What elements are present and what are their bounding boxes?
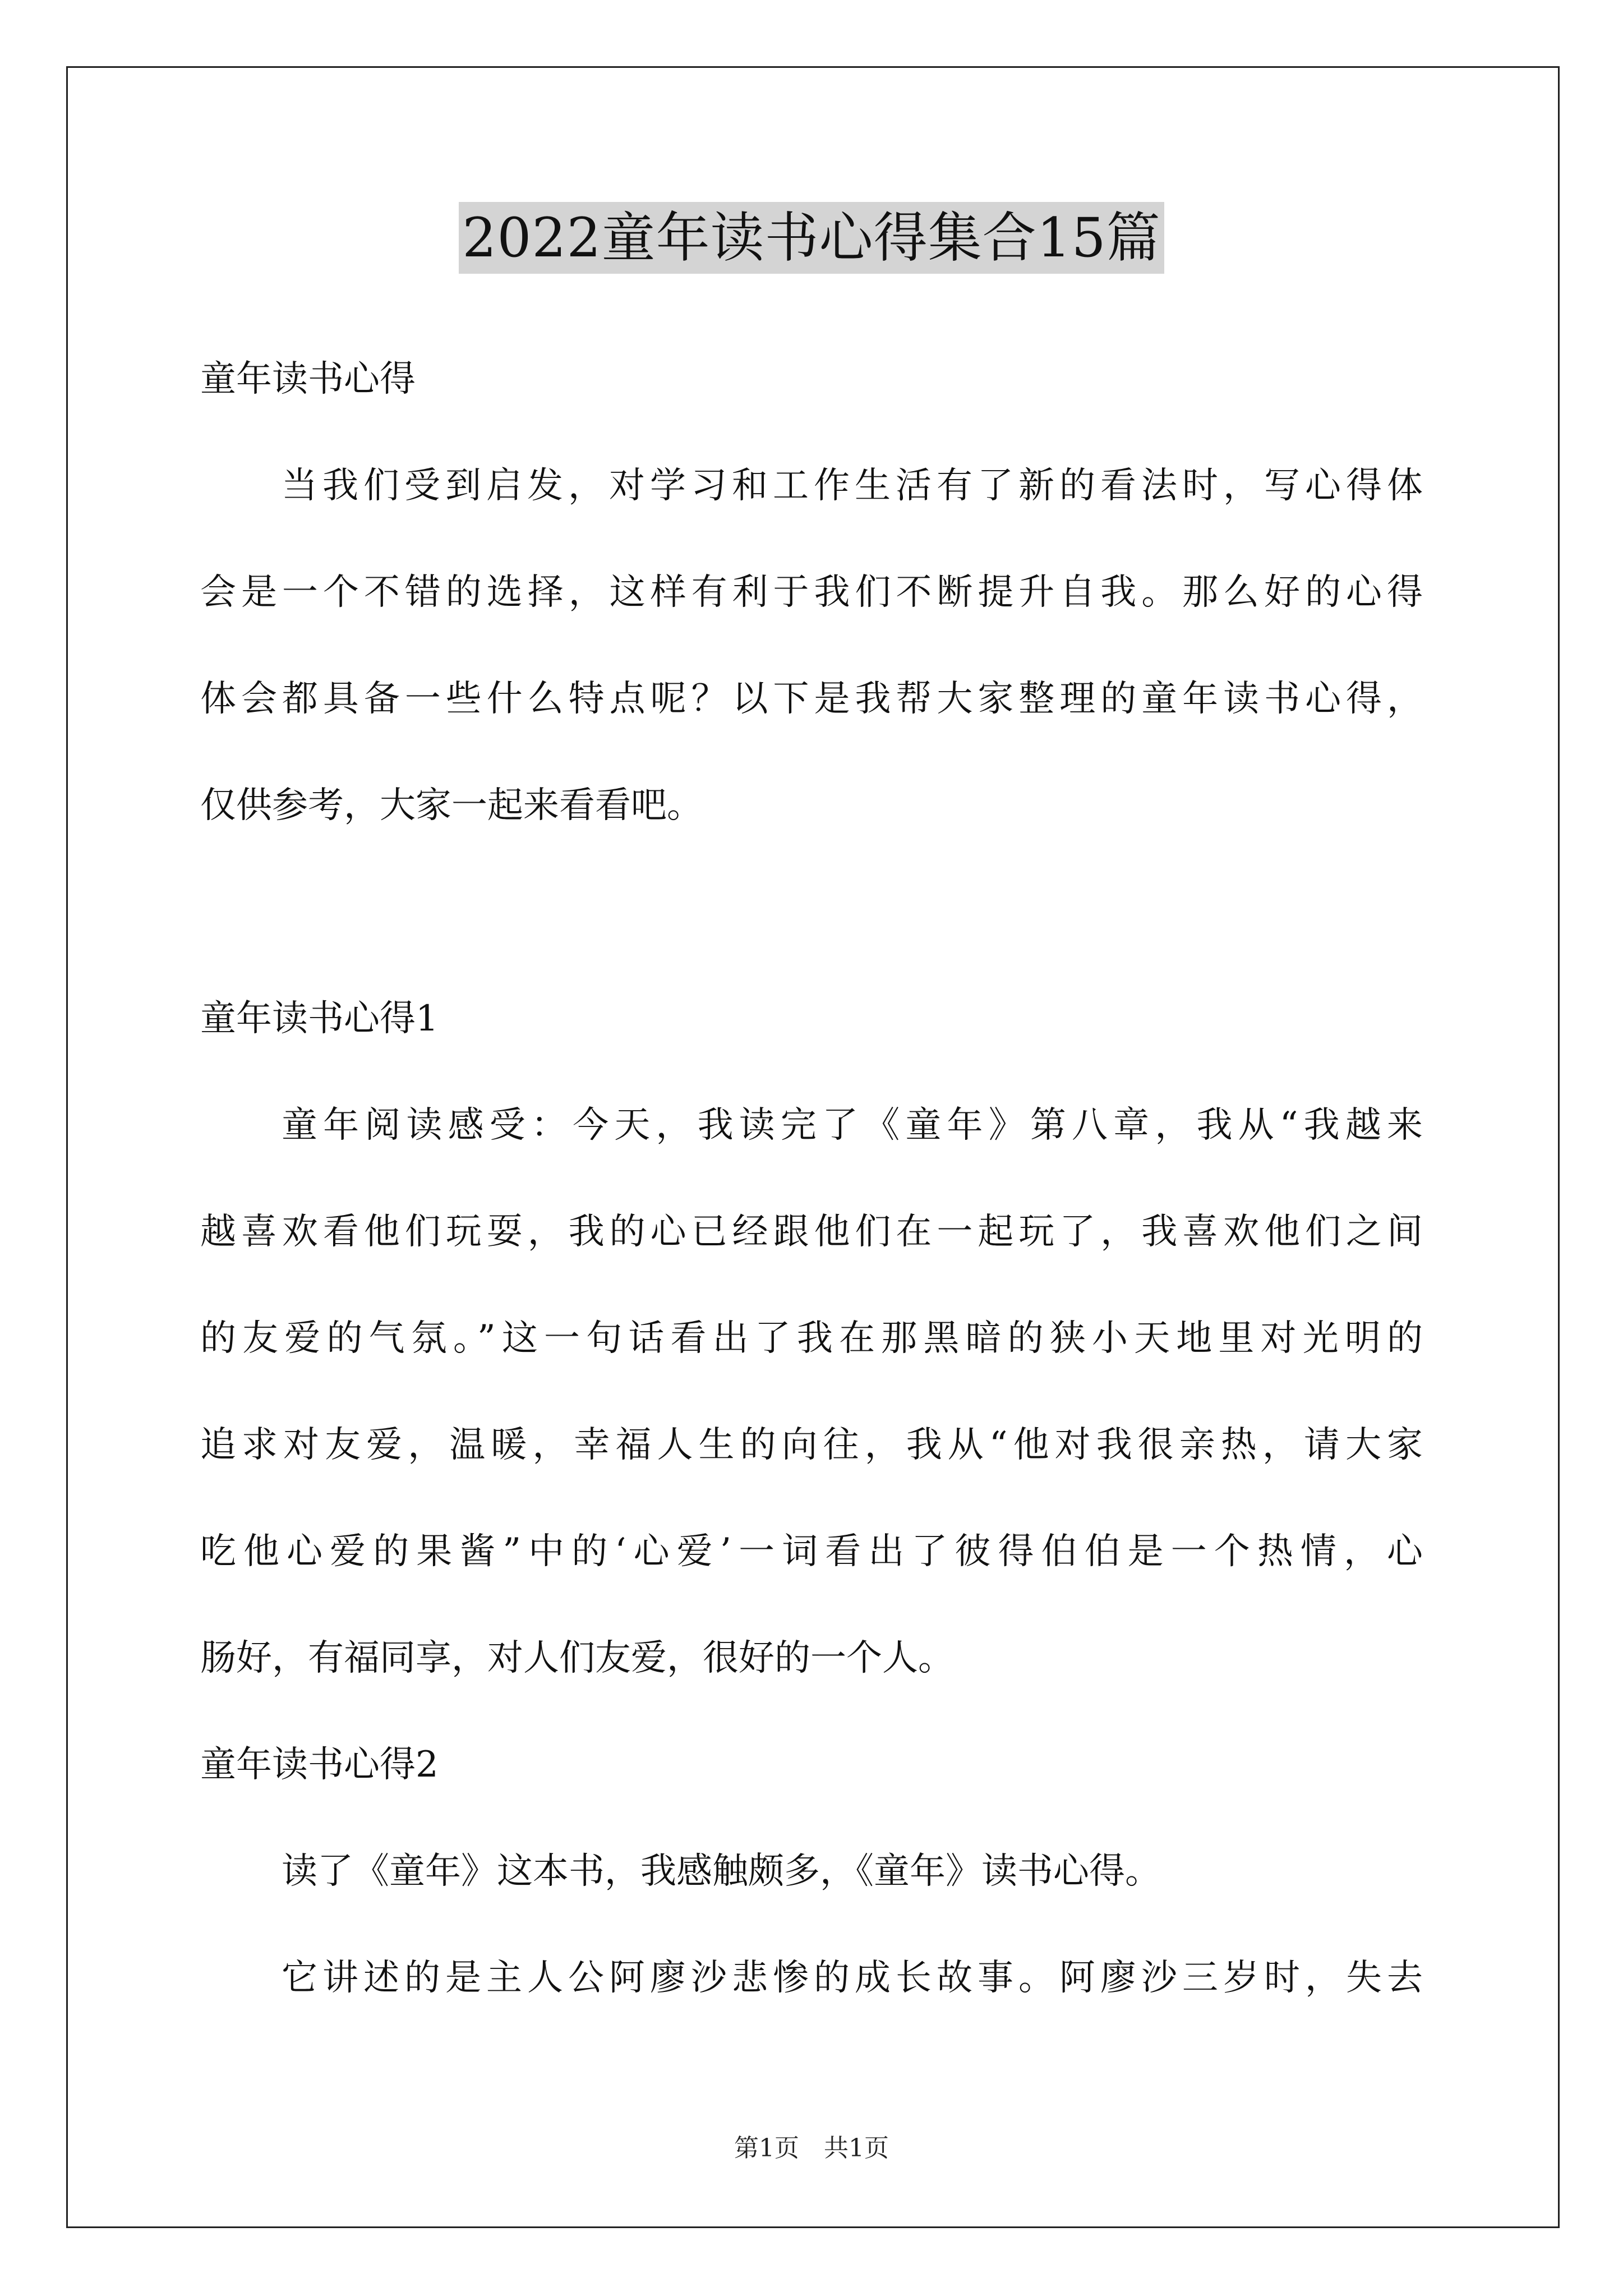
paragraph-line: 体会都具备一些什么特点呢？以下是我帮大家整理的童年读书心得， xyxy=(200,678,1423,720)
document-title: 2022童年读书心得集合15篇 xyxy=(459,202,1164,274)
section-heading: 童年读书心得1 xyxy=(200,998,439,1039)
paragraph-line: 会是一个不错的选择，这样有利于我们不断提升自我。那么好的心得 xyxy=(200,572,1423,613)
paragraph-line: 追求对友爱，温暖，幸福人生的向往，我从“他对我很亲热，请大家 xyxy=(200,1424,1423,1466)
page-footer: 第1页 共1页 xyxy=(734,2134,889,2162)
paragraph-line: 吃他心爱的果酱”中的‘心爱’一词看出了彼得伯伯是一个热情，心 xyxy=(200,1531,1423,1572)
paragraph-line: 它讲述的是主人公阿廖沙悲惨的成长故事。阿廖沙三岁时，失去 xyxy=(282,1957,1423,1999)
paragraph-line: 读了《童年》这本书，我感触颇多，《童年》读书心得。 xyxy=(282,1851,1161,1892)
title-container xyxy=(0,202,1623,274)
paragraph-line: 的友爱的气氛。”这一句话看出了我在那黑暗的狭小天地里对光明的 xyxy=(200,1318,1423,1359)
paragraph-line: 当我们受到启发，对学习和工作生活有了新的看法时，写心得体 xyxy=(282,465,1423,507)
section-heading: 童年读书心得2 xyxy=(200,1744,439,1786)
section-heading: 童年读书心得 xyxy=(200,358,416,400)
paragraph-line: 越喜欢看他们玩耍，我的心已经跟他们在一起玩了，我喜欢他们之间 xyxy=(200,1211,1423,1253)
paragraph-line: 童年阅读感受：今天，我读完了《童年》第八章，我从“我越来 xyxy=(282,1105,1423,1146)
paragraph-line: 肠好，有福同享，对人们友爱，很好的一个人。 xyxy=(200,1637,954,1679)
paragraph-line: 仅供参考，大家一起来看看吧。 xyxy=(200,785,703,826)
